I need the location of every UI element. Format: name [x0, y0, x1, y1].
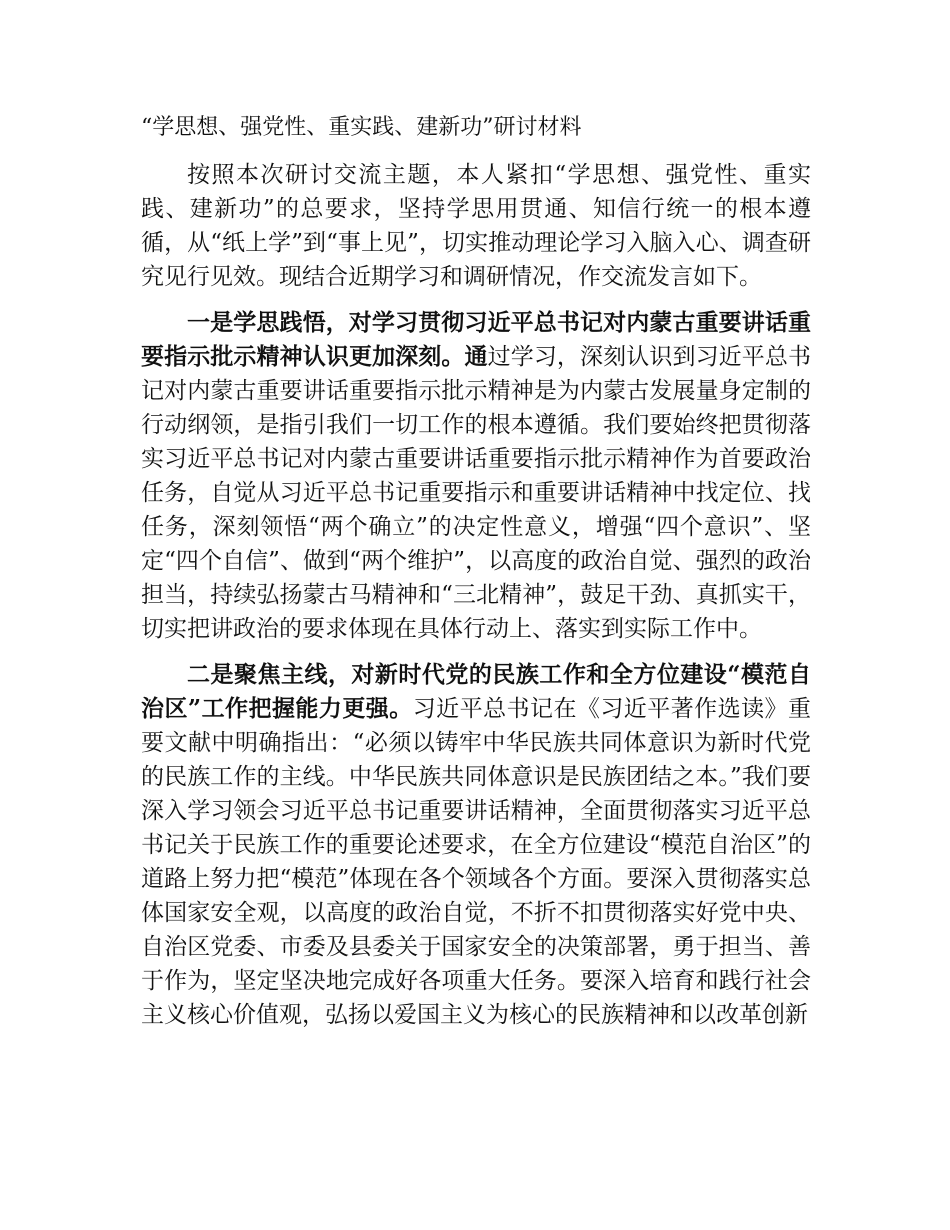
document-page: [141, 110, 811, 1044]
paragraph-one-lead: 一是学思践悟，对学习贯彻习近平总书记对内蒙古重要讲话重要指示批示精神认识更加深刻。通: [141, 309, 811, 370]
paragraph-intro: [141, 158, 811, 294]
paragraph-two: [141, 658, 811, 1032]
paragraph-two-body: 习近平总书记在《习近平著作选读》重要文献中明确指出：“必须以铸牢中华民族共同体意识为新时代党的民族工作的主线。中华民族共同体意识是民族团结之本。”我们要深入学习领会习近平总书记重要讲话精神，全面贯彻落实习近平总书记关于民族工作的重要论述要求，在全方位建设“模范自治区”的道路上努力把“模范”体现在各个领域各个方面。要深入贯彻落实总体国家安全观，以高度的政治自觉，不折不扣贯彻落实好党中央、自治区党委、市委及县委关于国家安全的决策部署，勇于担当、善于作为，坚定坚决地完成好各项重大任务。要深入培育和践行社会主义核心价值观，弘扬以爱国主义为核心的民族精神和以改革创新: [141, 696, 811, 1028]
document-title: “学思想、强党性、重实践、建新功”研讨材料: [141, 115, 582, 140]
paragraph-two-lead: 二是聚焦主线，对新时代党的民族工作和全方位建设“模范自治区”工作把握能力更强。: [141, 661, 811, 722]
paragraph-one-body: 过学习，深刻认识到习近平总书记对内蒙古重要讲话重要指示批示精神是为内蒙古发展量身定制的行动纲领，是指引我们一切工作的根本遵循。我们要始终把贯彻落实习近平总书记对内蒙古重要讲话重要指示批示精神作为首要政治任务，自觉从习近平总书记重要指示和重要讲话精神中找定位、找任务，深刻领悟“两个确立”的决定性意义，增强“四个意识”、坚定“四个自信”、做到“两个维护”，以高度的政治自觉、强烈的政治担当，持续弘扬蒙古马精神和“三北精神”，鼓足干劲、真抓实干，切实把讲政治的要求体现在具体行动上、落实到实际工作中。: [141, 344, 812, 642]
paragraph-intro-body: 按照本次研讨交流主题，本人紧扣“学思想、强党性、重实践、建新功”的总要求，坚持学思用贯通、知信行统一的根本遵循，从“纸上学”到“事上见”，切实推动理论学习入脑入心、调查研究见行见效。现结合近期学习和调研情况，作交流发言如下。: [141, 162, 811, 290]
paragraph-one: [141, 306, 811, 646]
